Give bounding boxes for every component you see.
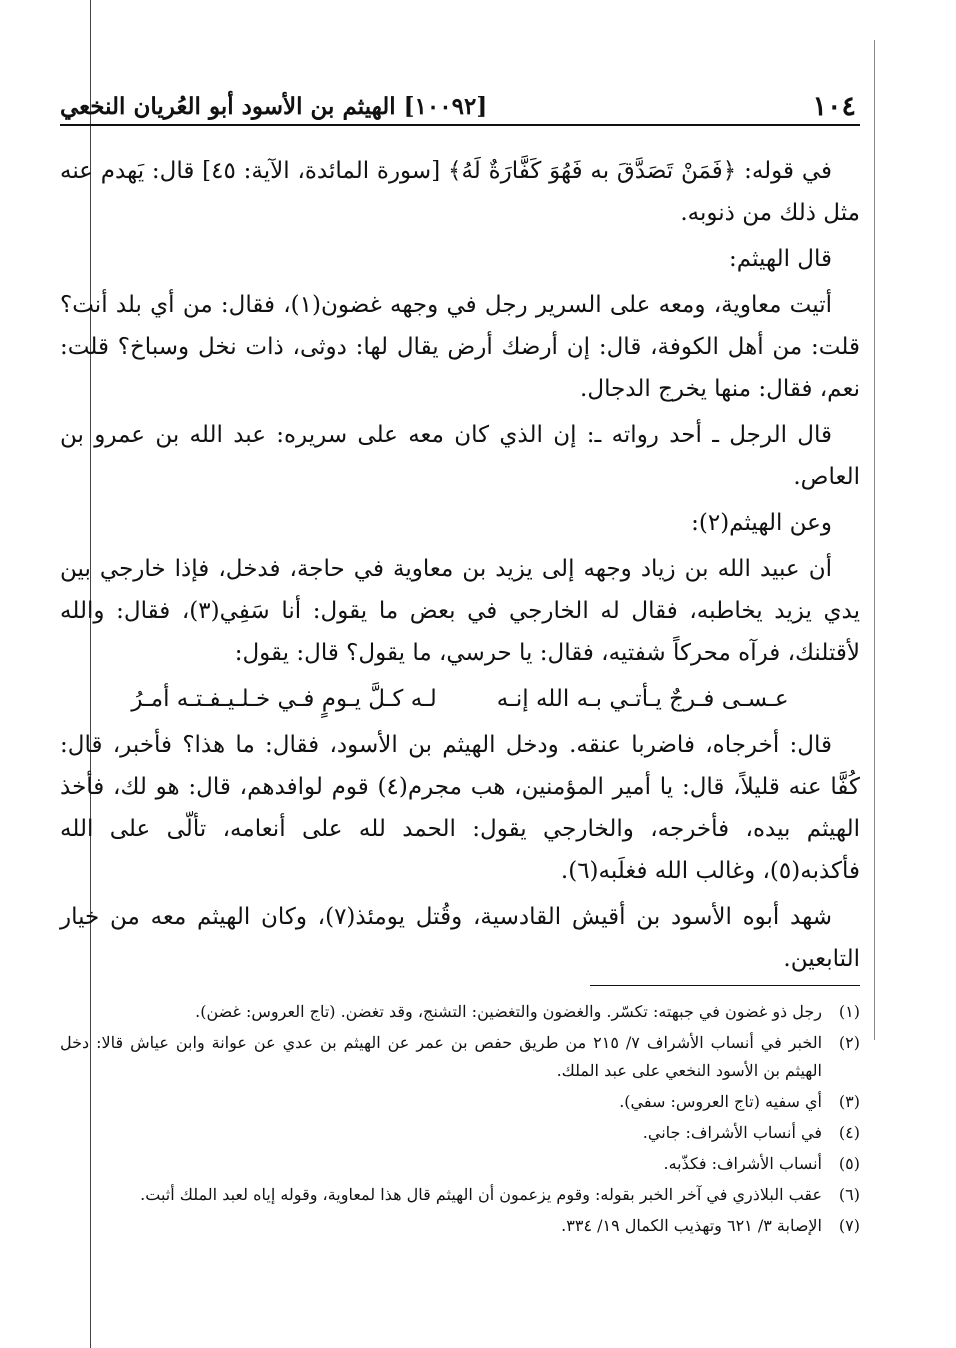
verse-second-hemistich: لـه كـلَّ يـومٍ فـي خـلـيـفـتـه أمـرُ (131, 686, 437, 712)
footnote-number: (٢) (838, 1033, 860, 1052)
page-header (60, 84, 860, 126)
footnote-number: (٥) (838, 1154, 860, 1173)
footnote-text: الإصابة ٣/ ٦٢١ وتهذيب الكمال ١٩/ ٣٣٤. (561, 1216, 822, 1235)
footnotes (60, 998, 860, 1243)
paragraph: أتيت معاوية، ومعه على السرير رجل في وجهه غضون(١)، فقال: من أي بلد أنت؟ قلت: من أهل الكوفة، قال: إن أرضك أرض يقال لها: دوثى، ذات نخل وسباخ؟ قلت: نعم، فقال: منها يخرج الدجال. (60, 292, 860, 402)
paragraph: قال الرجل ـ أحد رواته ـ: إن الذي كان معه على سريره: عبد الله بن عمرو بن العاص. (60, 422, 860, 490)
footnote (60, 1212, 860, 1240)
footnote-number: (٧) (838, 1216, 860, 1235)
footnote-number: (٣) (838, 1092, 860, 1111)
paragraph: قال الهيثم: (729, 246, 832, 272)
footnote-text: أي سفيه (تاج العروس: سفي). (619, 1092, 822, 1111)
footnote (60, 1119, 860, 1147)
footnote (60, 998, 860, 1026)
footnote (60, 1150, 860, 1178)
paragraph: أن عبيد الله بن زياد وجهه إلى يزيد بن معاوية في حاجة، فدخل، فإذا خارجي بين يدي يزيد يخاطبه، فقال له الخارجي في بعض ما يقول: أنا سَفِي(٣)، فقال: والله لأقتلنك، فرآه محركاً شفتيه، فقال: يا حرسي، ما يقول؟ قال: يقول: (60, 556, 860, 666)
paragraph: وعن الهيثم(٢): (691, 510, 832, 536)
footnote-text: رجل ذو غضون في جبهته: تكسّر. والغضون والتغضين: التشنج، وقد تغضن. (تاج العروس: غضن). (195, 1002, 822, 1021)
footnote-separator (590, 985, 860, 986)
running-title: [١٠٠٩٢] الهيثم بن الأسود أبو العُريان النخعي (60, 93, 488, 120)
main-text (60, 150, 860, 984)
footnote-text: أنساب الأشراف: فكذّبه. (663, 1154, 822, 1173)
footnote (60, 1029, 860, 1085)
footnote-number: (١) (838, 1002, 860, 1021)
paragraph: قال: أخرجاه، فاضربا عنقه. ودخل الهيثم بن الأسود، فقال: ما هذا؟ فأخبر، قال: كُفَّا عنه قليلاً، قال: يا أمير المؤمنين، هب مجرم(٤) قوم لوافدهم، قال: هو لك، فأخذ الهيثم بيده، فأخرجه، والخارجي يقول: الحمد لله على أنعامه، تألّى على الله فأكذبه(٥)، وغالب الله فغلَبه(٦). (60, 732, 860, 884)
scan-edge-line-right (874, 40, 875, 1040)
footnote-number: (٦) (838, 1185, 860, 1204)
footnote-text: عقب البلاذري في آخر الخبر بقوله: وقوم يزعمون أن الهيثم قال هذا لمعاوية، وقوله إياه لعبد الملك أثبت. (140, 1185, 822, 1204)
footnote (60, 1088, 860, 1116)
poetry-verse (60, 678, 860, 720)
page-number: ١٠٤ (812, 91, 856, 122)
footnote-text: في أنساب الأشراف: جاني. (642, 1123, 822, 1142)
paragraph: في قوله: ﴿فَمَنْ تَصَدَّقَ به فَهُوَ كَفَّارَةٌ لَهُ﴾ [سورة المائدة، الآية: ٤٥] قال: يَهدم عنه مثل ذلك من ذنوبه. (60, 158, 860, 226)
footnote-text: الخبر في أنساب الأشراف ٧/ ٢١٥ من طريق حفص بن عمر عن الهيثم بن عدي عن عوانة وابن عياش قالا: دخل الهيثم بن الأسود النخعي على عبد الملك. (60, 1033, 823, 1080)
footnote-number: (٤) (838, 1123, 860, 1142)
verse-first-hemistich: عـسـى فـرجٌ يـأتـي بـه الله إنـه (496, 686, 789, 712)
paragraph: شهد أبوه الأسود بن أقيش القادسية، وقُتل يومئذ(٧)، وكان الهيثم معه من خيار التابعين. (60, 904, 860, 972)
footnote (60, 1181, 860, 1209)
